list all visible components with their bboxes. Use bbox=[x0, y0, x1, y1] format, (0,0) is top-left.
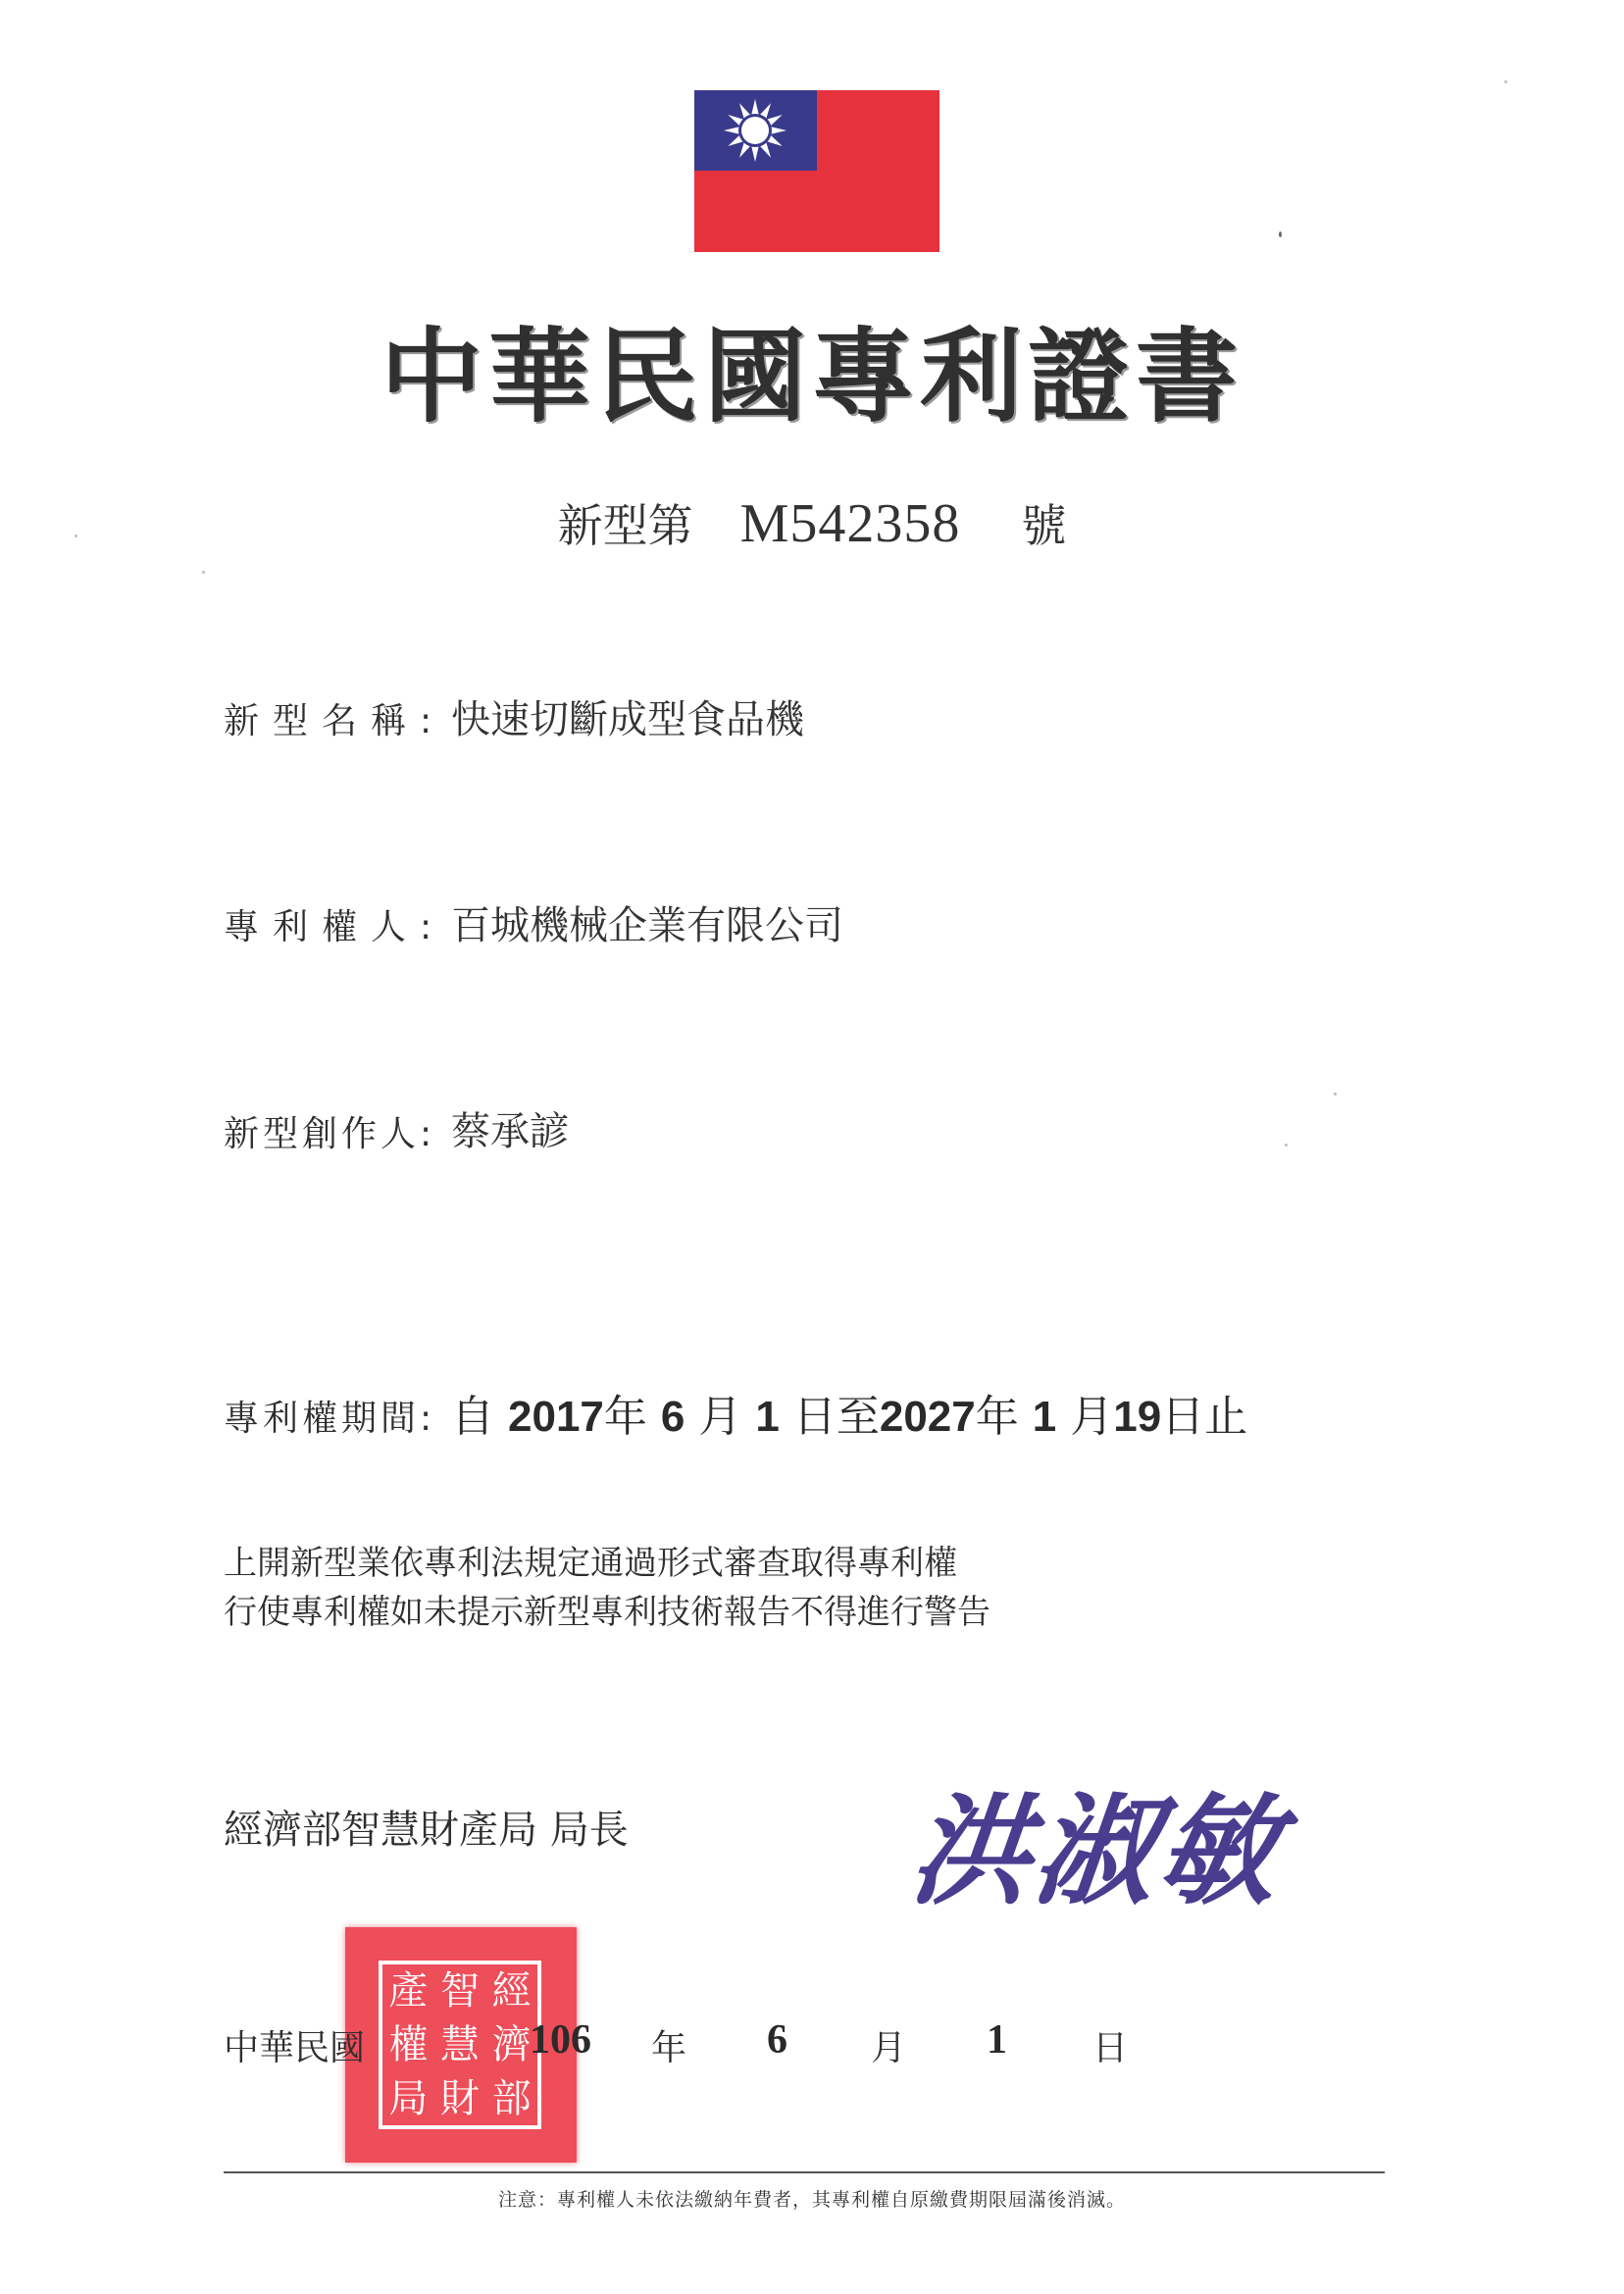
period-start-year-unit: 年 bbox=[603, 1392, 647, 1442]
period-end-month-unit: 月 bbox=[1070, 1392, 1114, 1442]
patent-number-suffix: 號 bbox=[1021, 499, 1067, 552]
period-end-year-unit: 年 bbox=[975, 1392, 1019, 1442]
scan-speck bbox=[1504, 80, 1507, 83]
period-end-day-unit: 日 bbox=[1161, 1392, 1205, 1442]
creator-value: 蔡承諺 bbox=[451, 1109, 569, 1154]
period-start-month-unit: 月 bbox=[698, 1392, 742, 1442]
period-from: 自 bbox=[451, 1392, 494, 1442]
period-start-year: 2017 bbox=[508, 1393, 604, 1441]
period-start-day: 1 bbox=[755, 1393, 780, 1441]
seal-char: 部 bbox=[491, 2075, 532, 2121]
scan-speck bbox=[1334, 1093, 1337, 1096]
seal-char: 慧 bbox=[439, 2021, 480, 2067]
period-label: 專利權期間: bbox=[224, 1399, 436, 1439]
seal-char: 權 bbox=[388, 2021, 429, 2067]
issue-year-unit: 年 bbox=[651, 2028, 687, 2068]
issue-month-unit: 月 bbox=[871, 2028, 907, 2068]
period-start-day-unit: 日 bbox=[792, 1392, 837, 1442]
period-end-year: 2027 bbox=[879, 1393, 976, 1441]
flag-canton bbox=[694, 90, 817, 171]
seal-char: 財 bbox=[439, 2075, 480, 2121]
seal-frame bbox=[379, 1961, 541, 2129]
model-name-label: 新型名稱: bbox=[224, 701, 446, 741]
patent-number-line bbox=[0, 490, 1624, 555]
period-end-day: 19 bbox=[1113, 1393, 1162, 1441]
director-signature: 洪淑敏 bbox=[903, 1780, 1290, 1921]
seal-char: 局 bbox=[388, 2075, 429, 2121]
white-sun-icon bbox=[694, 90, 817, 171]
seal-char: 產 bbox=[388, 1968, 429, 2014]
period-to: 至 bbox=[836, 1392, 880, 1442]
patent-number: M542358 bbox=[739, 493, 961, 554]
certificate-title: 中華民國專利證書 bbox=[380, 316, 1243, 436]
seal-char: 經 bbox=[491, 1968, 532, 2014]
patent-period-value bbox=[451, 1381, 1247, 1444]
model-name-value: 快速切斷成型食品機 bbox=[451, 697, 804, 742]
enforcement-note: 行使專利權如未提示新型專利技術報告不得進行警告 bbox=[224, 1593, 990, 1632]
patent-number-prefix: 新型第 bbox=[557, 499, 693, 552]
issue-day: 1 bbox=[987, 2017, 1007, 2063]
period-start-month: 6 bbox=[660, 1393, 685, 1441]
footer-divider bbox=[224, 2171, 1385, 2173]
issue-month: 6 bbox=[767, 2017, 787, 2063]
issuing-office: 經濟部智慧財產局 局長 bbox=[224, 1808, 629, 1853]
issue-year: 106 bbox=[530, 2017, 591, 2063]
seal-char: 濟 bbox=[491, 2021, 532, 2067]
scan-speck bbox=[1285, 1144, 1288, 1147]
creator-label: 新型創作人: bbox=[224, 1114, 436, 1154]
scan-speck bbox=[1279, 231, 1282, 237]
patentee-label: 專利權人: bbox=[224, 907, 446, 947]
seal-char: 智 bbox=[439, 1968, 480, 2014]
issue-date-prefix: 中華民國 bbox=[224, 2028, 366, 2068]
footer-note: 注意：專利權人未依法繳納年費者，其專利權自原繳費期限屆滿後消滅。 bbox=[497, 2189, 1126, 2211]
examination-note: 上開新型業依專利法規定通過形式審查取得專利權 bbox=[224, 1544, 957, 1583]
scan-speck bbox=[202, 571, 205, 574]
period-end-month: 1 bbox=[1032, 1393, 1057, 1441]
issue-day-unit: 日 bbox=[1092, 2028, 1129, 2068]
patentee-value: 百城機械企業有限公司 bbox=[451, 903, 843, 948]
roc-flag-icon bbox=[694, 90, 939, 252]
scan-speck bbox=[75, 535, 77, 537]
period-end: 止 bbox=[1204, 1392, 1248, 1442]
